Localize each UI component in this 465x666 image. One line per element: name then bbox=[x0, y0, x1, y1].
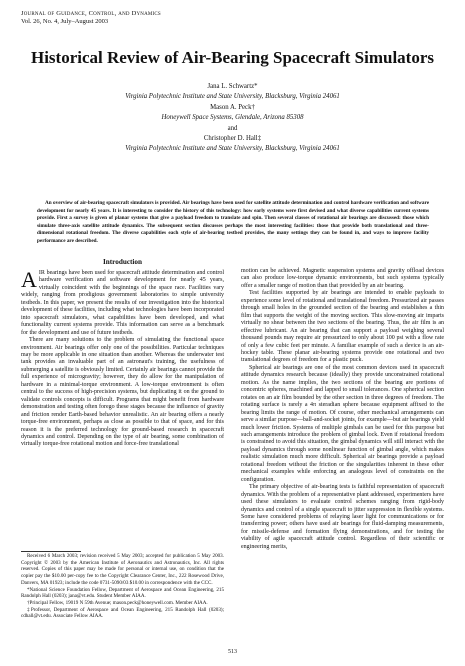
paragraph: motion can be achieved. Magnetic suspension systems and gravity offload devices can also produce low-torque dynamic environments, but such systems typically offer a smaller range of motion than that provided by an air bearing. bbox=[241, 268, 444, 289]
paragraph: Test facilities supported by air bearings are intended to enable payloads to experience some level of rotational and translational freedom. Pressurized air passes through small holes in the grounded section of the bearing and establishes a thin film that supports the weight of the moving section. This slow-moving air imparts virtually no shear between the two sections of the bearing. Thus, the air film is an effective lubricant. An air bearing that can support a payload weighing several thousand pounds may require air pressurized to only about 100 psi with a flow rate of only a few cubic feet per minute. A familiar example of such a device is an air-hockey table. These planar air-bearing systems provide one rotational and two translational degrees of freedom for a plastic puck. bbox=[241, 290, 444, 364]
author-block bbox=[0, 82, 465, 155]
footnotes bbox=[21, 553, 224, 620]
footnote: ‡Professor, Department of Aerospace and Ocean Engineering, 215 Randolph Hall (0203); cdhall@vt.edu. Associate Fellow AIAA. bbox=[21, 606, 224, 620]
paper-title: Historical Review of Air-Bearing Spacecraft Simulators bbox=[30, 48, 435, 67]
page-number: 513 bbox=[228, 649, 237, 655]
paragraph bbox=[21, 267, 224, 337]
drop-cap: A bbox=[21, 267, 37, 292]
author-affiliation: Virginia Polytechnic Institute and State University, Blacksburg, Virginia 24061 bbox=[125, 145, 340, 153]
footnote: †Principal Fellow, 19019 N 59th Avenue; mason.peck@honeywell.com. Member AIAA. bbox=[27, 599, 208, 606]
paragraph-text: IR bearings have been used for spacecraft attitude determination and control hardware verification and software development for nearly 45 years, virtually coincident with the beginnings of the space race. Facilities vary widely, ranging from prodigious government laboratories to simple university testbeds. In this paper, we present the results of our investigation into the historical development of these facilities, including what technologies have been incorporated into spacecraft simulators, what capabilities have been developed, and what functionality current systems provide. This information can serve as a benchmark for the development and use of future testbeds. bbox=[21, 270, 224, 336]
abstract: An overview of air-bearing spacecraft simulators is provided. Air bearings have been used for satellite attitude determination and control hardware verification and software development for nearly 45 years. It is interesting to consider the history of this technology: how early systems were first devised and what diverse capabilities current systems provide. First a survey is given of planar systems that give a payload freedom to translate and spin. Then several classes of rotational air bearings are discussed: those which simulate three-axis satellite attitude dynamics. The subsequent section discusses perhaps the most interesting facilities: those that provide both translational and three-dimensional rotational freedom. The diverse capabilities each style of air-bearing testbed provides, the many settings they can be found in, and ways to improve facility performance are described. bbox=[37, 200, 429, 244]
footnote: *National Science Foundation Fellow, Department of Aerospace and Ocean Engineering, 215 Randolph Hall (0203); jana@vt.edu. Student Member AIAA. bbox=[21, 586, 224, 600]
journal-name: Journal of Guidance, Control, and Dynamics bbox=[21, 10, 161, 17]
section-heading-introduction: Introduction bbox=[102, 258, 142, 266]
journal-issue: Vol. 26, No. 4, July–August 2003 bbox=[21, 17, 109, 25]
right-column bbox=[241, 268, 444, 551]
paragraph: The primary objective of air-bearing tests is faithful representation of spacecraft dynamics. With the problem of a representative plant addressed, experimenters have used these simulators to evaluate control schemes ranging from rigid-body dynamics and control of a single spacecraft to jitter suppression in flexible systems. Some have considered problems of relaying laser light for communications or for transferring power; others have used air bearings for fluid-damping measurements, for missile-defense and formation flying demonstrations, and for testing the viability of agile spacecraft attitude control. Regardless of their scientific or engineering merits, bbox=[241, 484, 444, 550]
paragraph: Spherical air bearings are one of the most common devices used in spacecraft attitude dynamics research because (ideally) they provide unconstrained rotational motion. As the name implies, the two sections of the bearing are portions of concentric spheres, machined and lapped to small tolerances. One spherical section rotates on an air film bounded by the other section in three degrees of freedom. The rotating surface is rarely a 4π steradian sphere because equipment affixed to the bearing limits the range of motion. Of course, other mechanical arrangements can serve a similar purpose—ball-and-socket joints, for example—but air bearings yield much lower friction. Systems of multiple gimbals can be used for this purpose but such arrangements introduce the problem of gimbal lock. Even if rotational freedom is constrained to avoid this situation, the gimbal dynamics will still interact with the payload dynamics through some nonlinear function of gimbal angle, which makes realistic simulation much more difficult. Spherical air bearings provide a payload rotational freedom without the friction or the singularities inherent in these other mechanical examples while enforcing an analogous level of constraints on the configuration. bbox=[241, 364, 444, 483]
left-column bbox=[21, 267, 224, 449]
author-name: Christopher D. Hall‡ bbox=[203, 135, 262, 143]
footnote-rule bbox=[21, 551, 81, 552]
author-name: Mason A. Peck† bbox=[210, 103, 255, 111]
author-affiliation: Virginia Polytechnic Institute and State University, Blacksburg, Virginia 24061 bbox=[125, 93, 340, 101]
paragraph: There are many solutions to the problem of simulating the functional space environment. Air bearings offer only one of the possibilities. Particular techniques may be more applicable in one situation than another. Whereas the underwater test tank provides an invaluable part of an astronaut's training, the usefulness of submerging a satellite is obviously limited. Certainly air bearings cannot provide the full experience of microgravity; however, they do allow for the manipulation of hardware in a minimal-torque environment. A low-torque environment is often central to the success of high-precision systems, but duplicating it on the ground to validate controls concepts is difficult. Programs that might benefit from hardware demonstration and testing often forego these stages because the influence of gravity and friction render Earth-based behavior unrealistic. An air bearing offers a nearly torque-free environment, perhaps as close as possible to that of space, and for this reason it is the preferred technology for ground-based research in spacecraft dynamics and control. Depending on the type of air bearing, some combination of virtually torque-free rotational motion and force-free translational bbox=[21, 337, 224, 448]
author-connector: and bbox=[227, 124, 238, 132]
author-affiliation: Honeywell Space Systems, Glendale, Arizona 85308 bbox=[161, 114, 304, 122]
journal-header bbox=[21, 10, 161, 25]
author-name: Jana L. Schwartz* bbox=[207, 83, 258, 90]
footnote: Received 6 March 2003; revision received 5 May 2003; accepted for publication 5 May 2003. Copyright © 2003 by the American Institute of Aeronautics and Astronautics, Inc. All rights reserved. Copies of this paper may be made for personal or internal use, on condition that the copier pay the $10.00 per-copy fee to the Copyright Clearance Center, Inc., 222 Rosewood Drive, Danvers, MA 01923; include the code 0731-5090/03 $10.00 in correspondence with the CCC. bbox=[21, 553, 224, 586]
